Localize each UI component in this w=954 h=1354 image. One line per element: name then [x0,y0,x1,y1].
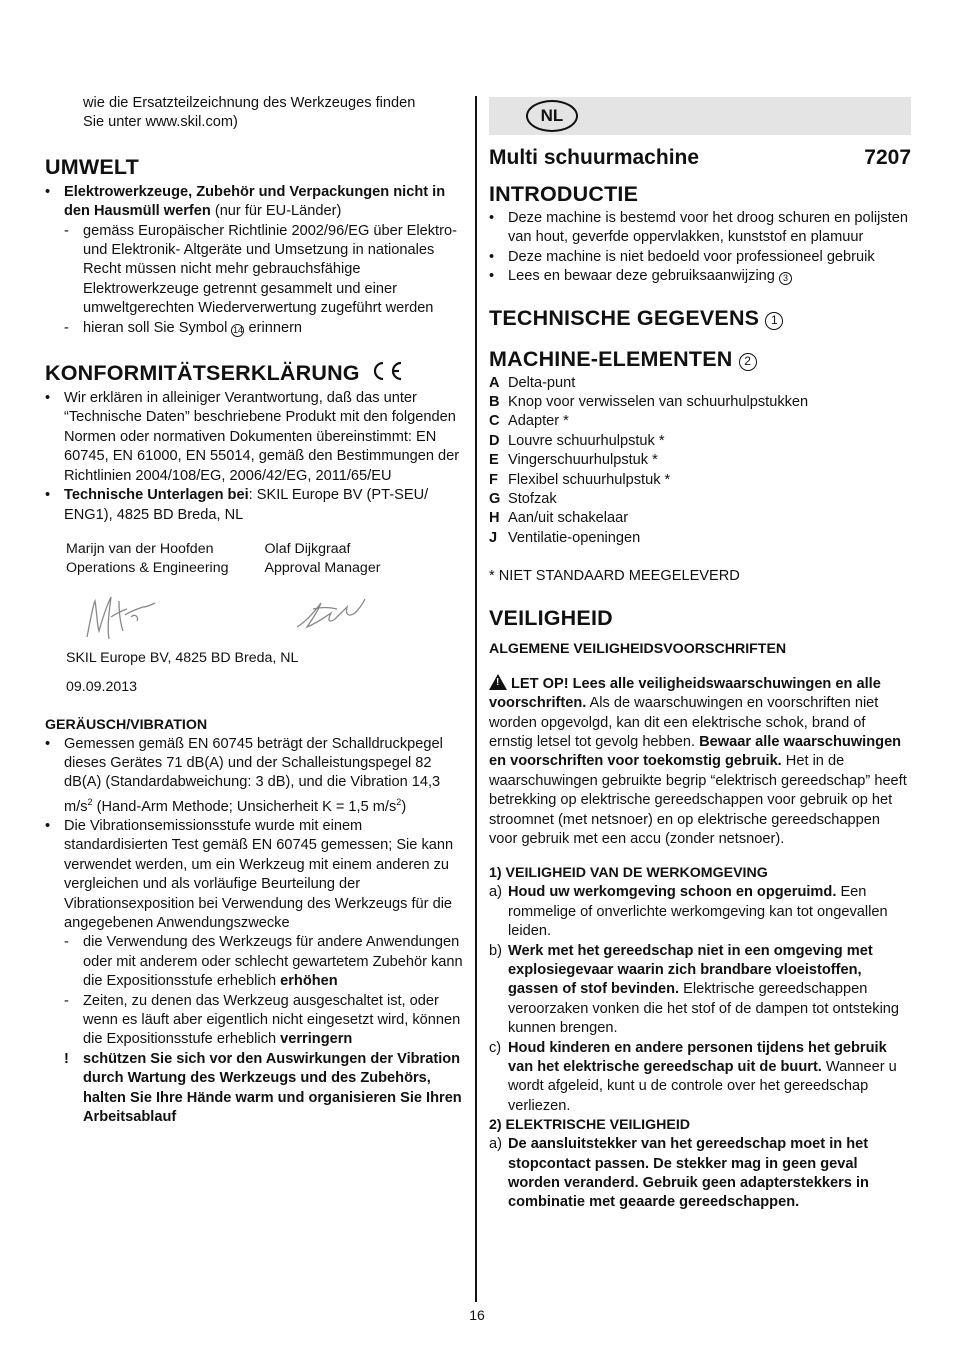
list-item: H Aan/uit schakelaar [489,510,629,527]
signer-2: Olaf Dijkgraaf Approval Manager [264,540,381,577]
intro-continuation: wie die Ersatzteilzeichnung des Werkzeuges finden Sie unter www.skil.com) [83,95,416,131]
intro-heading: INTRODUCTIE [489,182,639,206]
page-number: 16 [469,1307,485,1323]
product-title-row [489,145,911,170]
noise-bullet-2: • Die Vibrationsemissionsstufe wurde mit einem standardisierten Test gemäß EN 60745 gemessen; Sie kann verwendet werden, um ein Werkzeug mit einem anderen zu vergleichen und als vorläufige Beurteilung der Vibrationsexposition bei Verwendung des Werkzeugs für die angegebenen Anwendungszwecke [45,817,463,933]
noise-heading: GERÄUSCH/VIBRATION [45,716,208,733]
list-item: C Adapter * [489,413,569,430]
work-area-heading: 1) VEILIGHEID VAN DE WERKOMGEVING [489,865,768,882]
signatures [45,579,463,649]
figure-ref-icon: 3 [779,272,792,285]
umwelt-sub-2: - hieran soll Sie Symbol 14 erinnern [64,319,303,336]
column-divider [475,96,477,1302]
figure-ref-icon: 1 [765,312,783,330]
company-address: SKIL Europe BV, 4825 BD Breda, NL [66,649,299,666]
noise-sub-1: - die Verwendung des Werkzeugs für andere Anwendungen oder mit anderem oder schlecht gewartetem Zubehör kann die Expositionsstufe erheblich erhöhen [64,934,463,990]
product-model: 7207 [864,146,911,169]
signature-2-image [293,591,368,635]
safety-warning: ! LET OP! Lees alle veiligheidswaarschuwingen en alle voorschriften. Als de waarschuwingen en voorschriften niet worden opgevolgd, kan dit een elektrische schok, brand of ernstig letsel tot gevolg hebben. Bewaar alle waarschuwingen en voorschriften voor toekomstig gebruik. Het in de waarschuwingen gebruikte begrip “elektrisch gereedschap” heeft betrekking op elektrische gereedschappen voor gebruik op het stroomnet (met netsnoer) en op elektrische gereedschappen voor gebruik met een accu (zonder netsnoer). [489,675,907,847]
declaration-date: 09.09.2013 [66,679,138,696]
list-item: b) Werk met het gereedschap niet in een omgeving met explosiegevaar waarin zich brandbare vloeistoffen, gassen of stof bevinden. Elektrische gereedschappen veroorzaken vonken die het stof of de dampen tot ontsteking kunnen brengen. [489,942,900,1037]
list-item: G Stofzak [489,491,557,508]
symbol-number-icon: 14 [232,324,243,335]
left-column [45,94,463,1128]
list-item: E Vingerschuurhulpstuk * [489,452,658,469]
konform-bullet-1: • Wir erklären in alleiniger Verantwortung, daß das unter “Technische Daten” beschriebene Produkt mit den folgenden Normen oder normativen Dokumenten übereinstimmt: EN 60745, EN 61000, EN 55014, gemäß den Bestimmungen der Richtlinien 2004/108/EG, 2006/42/EG, 2011/65/EU [45,389,463,486]
intro-bullet-3: • Lees en bewaar deze gebruiksaanwijzing 3 [489,267,911,286]
umwelt-heading: UMWELT [45,154,139,179]
list-item: D Louvre schuurhulpstuk * [489,432,665,449]
noise-bullet-1: • Gemessen gemäß EN 60745 beträgt der Schalldruckpegel dieses Gerätes 71 dB(A) und der Schalleistungspegel 82 dB(A) (Standardabweichung: 3 dB), und die Vibration 14,3 $m/s^2$ (Hand-Arm Methode; Unsicherheit K = 1,5 $m/s^2$) [45,735,463,817]
language-badge: NL [526,100,578,132]
safety-heading: VEILIGHEID [489,605,613,630]
list-item: J Ventilatie-openingen [489,529,641,546]
list-item: a) De aansluitstekker van het gereedschap moet in het stopcontact passen. De stekker mag in geen geval worden veranderd. Gebruik geen adapterstekkers in combinatie met geaarde gereedschappen. [489,1136,869,1211]
elements-heading: MACHINE-ELEMENTEN 2 [489,347,911,372]
language-bar [489,97,911,135]
list-item: B Knop voor verwisselen van schuurhulpstukken [489,394,809,411]
tech-heading: TECHNISCHE GEGEVENS 1 [489,306,911,331]
signers [45,540,463,579]
konformitaet-heading: KONFORMITÄTSERKLÄRUNG [45,360,463,386]
intro-bullet-1: • Deze machine is bestemd voor het droog schuren en polijsten van hout, geverfde oppervlakken, kunststof en plamuur [489,209,911,248]
ce-mark-icon [370,360,404,382]
elements-note: * NIET STANDAARD MEEGELEVERD [489,568,740,585]
list-item: A Delta-punt [489,374,576,391]
noise-sub-2: - Zeiten, zu denen das Werkzeug ausgeschaltet ist, oder wenn es läuft aber eigentlich nicht eingesetzt wird, können die Expositionsstufe erheblich verringern [64,992,461,1048]
umwelt-sub-1: - gemäss Europäischer Richtlinie 2002/96/EG über Elektro- und Elektronik- Altgeräte und Umsetzung in nationales Recht müssen nicht mehr gebrauchsfähige Elektrowerkzeuge getrennt gesammelt und einer umweltgerechten Wiederverwertung zugeführt werden [64,222,457,317]
list-item: a) Houd uw werkomgeving schoon en opgeruimd. Een rommelige of onverlichte werkomgeving kan tot ongevallen leiden. [489,884,888,940]
figure-ref-icon: 2 [739,353,757,371]
intro-bullet-2: • Deze machine is niet bedoeld voor professioneel gebruik [489,248,911,267]
list-item: c) Houd kinderen en andere personen tijdens het gebruik van het elektrische gereedschap uit de buurt. Wanneer u wordt afgeleid, kunt u de controle over het gereedschap verliezen. [489,1039,897,1114]
product-name: Multi schuurmachine [489,146,700,169]
konform-bullet-2: • Technische Unterlagen bei: SKIL Europe BV (PT-SEU/ ENG1), 4825 BD Breda, NL [45,486,463,525]
umwelt-bullet: • Elektrowerkzeuge, Zubehör und Verpackungen nicht in den Hausmüll werfen (nur für EU-Länder) [45,183,463,222]
elements-list [489,374,911,549]
right-column [489,97,911,1213]
noise-sub-3: ! schützen Sie sich vor den Auswirkungen der Vibration durch Wartung des Werkzeugs und des Zubehörs, halten Sie Ihre Hände warm und organisieren Sie Ihren Arbeitsablauf [64,1050,462,1126]
general-safety-heading: ALGEMENE VEILIGHEIDSVOORSCHRIFTEN [489,640,787,657]
signature-1-image [81,587,161,645]
list-item: F Flexibel schuurhulpstuk * [489,471,671,488]
electrical-safety-heading: 2) ELEKTRISCHE VEILIGHEID [489,1117,691,1134]
signer-1: Marijn van der Hoofden Operations & Engineering [66,540,229,577]
warning-triangle-icon: ! [489,674,507,690]
